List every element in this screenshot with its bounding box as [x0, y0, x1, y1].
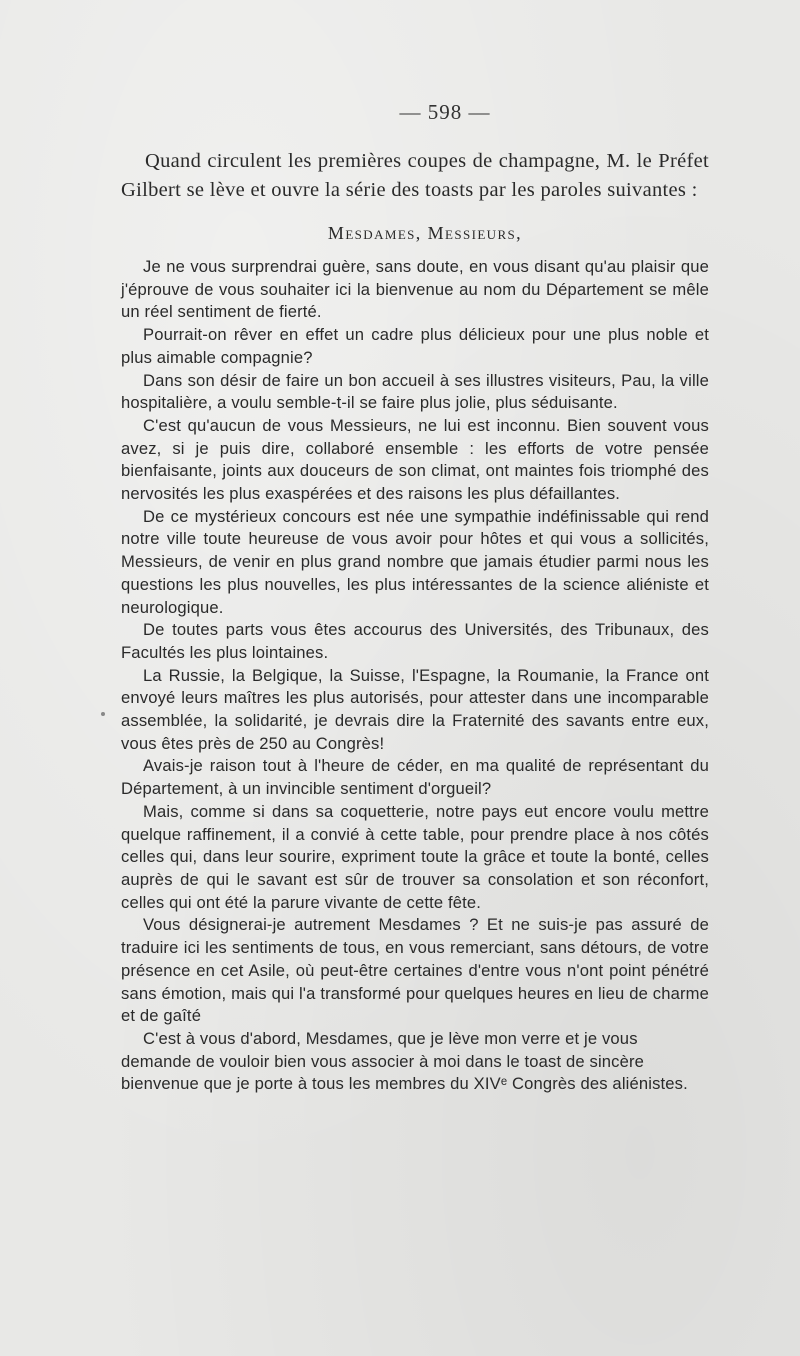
speech-paragraph: Mais, comme si dans sa coquetterie, notre pays eut encore voulu mettre quelque raffinement, il a convié à cette table, pour prendre place à nos côtés celles qui, dans leur sourire, expriment toute la grâce et toute la bonté, celles auprès de qui le savant est sûr de trouver sa consolation et son réconfort, celles qui ont été la parure vivante de cette fête.: [121, 801, 709, 912]
speech-paragraph: De ce mystérieux concours est née une sympathie indéfinissable qui rend notre ville toute heureuse de vous avoir pour hôtes et qui vous a sollicités, Messieurs, de venir en plus grand nombre que jamais étudier parmi nous les questions les plus nouvelles, les plus intéressantes de la science aliéniste et neurologique.: [121, 506, 709, 617]
speech-paragraph: C'est qu'aucun de vous Messieurs, ne lui est inconnu. Bien souvent vous avez, si je puis dire, collaboré ensemble : les efforts de votre pensée bienfaisante, joints aux douceurs de son climat, ont maintes fois triomphé des nervosités les plus exaspérées et des raisons les plus défaillantes.: [121, 415, 709, 504]
speech-paragraph: Avais-je raison tout à l'heure de céder, en ma qualité de représentant du Département, à un invincible sentiment d'orgueil?: [121, 756, 709, 799]
speech-paragraph: Pourrait-on rêver en effet un cadre plus délicieux pour une plus noble et plus aimable compagnie?: [121, 325, 709, 367]
speech-body: [121, 256, 709, 1096]
speech-paragraph: De toutes parts vous êtes accourus des Universités, des Tribunaux, des Facultés les plus lointaines.: [121, 620, 709, 662]
speech-paragraph: Je ne vous surprendrai guère, sans doute, en vous disant qu'au plaisir que j'éprouve de vous souhaiter ici la bienvenue au nom du Département se mêle un réel sentiment de fierté.: [121, 257, 709, 322]
speech-paragraph: Dans son désir de faire un bon accueil à ses illustres visiteurs, Pau, la ville hospitalière, a voulu semble-t-il se faire plus jolie, plus séduisante.: [121, 370, 709, 413]
speech-paragraph: La Russie, la Belgique, la Suisse, l'Espagne, la Roumanie, la France ont envoyé leurs maîtres les plus autorisés, pour attester dans une incomparable assemblée, la solidarité, je devrais dire la Fraternité des savants entre eux, vous êtes près de 250 au Congrès!: [121, 665, 709, 753]
speech-paragraph: Vous désignerai-je autrement Mesdames ? Et ne suis-je pas assuré de traduire ici les sentiments de tous, en vous remerciant, sans détours, de votre présence en cet Asile, où peut-être certaines d'entre vous n'ont point pénétré sans émotion, mais qui l'a transformé pour quelques heures en lieu de charme et de gaîté: [121, 915, 709, 1026]
speech-paragraph: C'est à vous d'abord, Mesdames, que je lève mon verre et je vous demande de vouloir bien vous associer à moi dans le toast de sincère bienvenue que je porte à tous les membres du XIVᵉ Congrès des aliénistes.: [121, 1028, 688, 1094]
intro-paragraph: Quand circulent les premières coupes de champagne, M. le Préfet Gilbert se lève et ouvre la série des toasts par les paroles suivantes :: [121, 150, 709, 201]
stray-mark: [101, 712, 105, 716]
page-number: — 598 —: [399, 100, 491, 124]
salutation-heading: Mesdames, Messieurs,: [327, 223, 523, 243]
document-page: [121, 100, 709, 1096]
